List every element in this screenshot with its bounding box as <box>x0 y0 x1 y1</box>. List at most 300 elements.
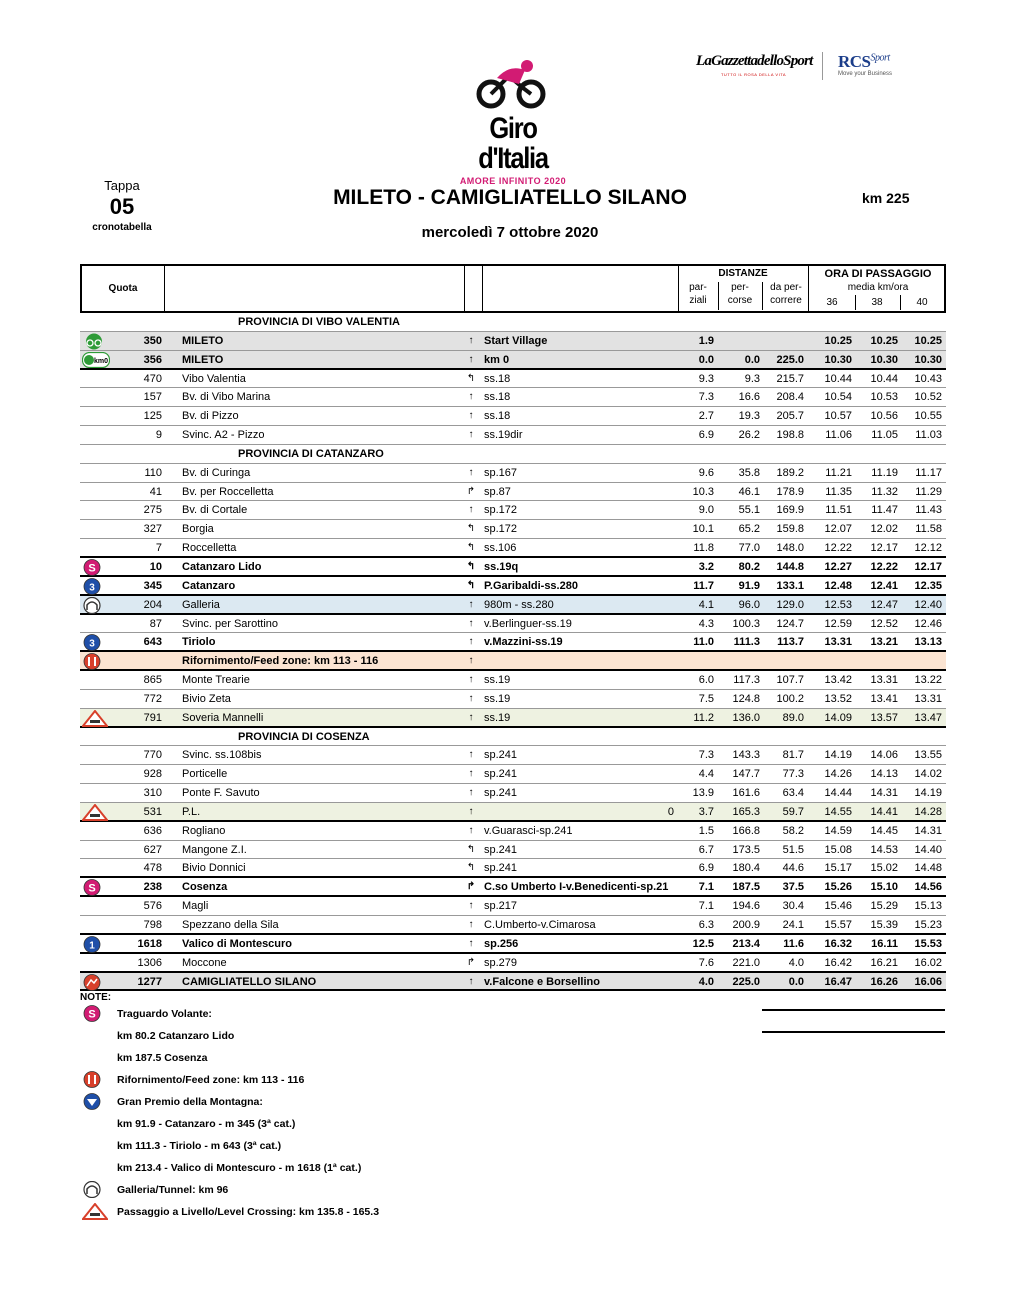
time-40-cell: 10.25 <box>914 334 942 347</box>
direction-arrow-icon: ↑ <box>468 655 474 667</box>
road-cell: sp.241 <box>484 768 518 781</box>
covered-distance-cell: 173.5 <box>732 843 760 856</box>
rcs-sup: Sport <box>870 52 890 64</box>
partial-distance-cell: 3.7 <box>698 805 714 818</box>
partial-distance-cell: 11.2 <box>693 711 714 724</box>
remaining-distance-cell: 51.5 <box>782 843 804 856</box>
direction-arrow-icon: ↑ <box>468 674 474 686</box>
note-item <box>80 1047 500 1069</box>
note-item <box>80 1135 500 1157</box>
location-cell: Roccelletta <box>182 542 237 555</box>
time-40-cell: 16.02 <box>914 956 942 969</box>
note-text: Rifornimento/Feed zone: km 113 - 116 <box>117 1074 305 1086</box>
location-cell: Tiriolo <box>182 636 216 649</box>
altitude-cell: 275 <box>143 504 162 517</box>
direction-arrow-icon: ↰ <box>466 843 476 855</box>
altitude-cell: 478 <box>143 862 162 875</box>
note-item <box>80 1091 500 1113</box>
time-38-cell: 12.47 <box>870 598 898 611</box>
note-item <box>80 1179 500 1201</box>
header-parziali-1: par- <box>689 282 707 293</box>
time-40-cell: 13.13 <box>914 636 942 649</box>
partial-distance-cell: 11.7 <box>693 579 714 592</box>
partial-distance-cell: 7.3 <box>698 749 714 762</box>
time-40-cell: 13.31 <box>914 692 942 705</box>
covered-distance-cell: 19.3 <box>738 410 760 423</box>
location-cell: Borgia <box>182 523 214 536</box>
stage-distance: km 225 <box>862 190 910 206</box>
note-text: Passaggio a Livello/Level Crossing: km 135.8 - 165.3 <box>117 1206 380 1218</box>
gazzetta-logo <box>696 53 811 77</box>
direction-arrow-icon: ↰ <box>466 372 476 384</box>
remaining-distance-cell: 37.5 <box>782 881 804 894</box>
altitude-cell: 157 <box>143 391 162 404</box>
altitude-cell: 1618 <box>137 937 162 950</box>
header-percorse-1: per- <box>731 282 749 293</box>
remaining-distance-cell: 81.7 <box>782 749 804 762</box>
table-row <box>80 859 946 878</box>
svg-text:S: S <box>88 1008 96 1021</box>
time-38-cell: 11.47 <box>871 504 898 517</box>
location-cell: Ponte F. Savuto <box>182 787 260 800</box>
table-row <box>80 709 946 728</box>
time-38-cell: 13.41 <box>870 692 898 705</box>
time-38-cell: 13.57 <box>870 711 898 724</box>
province-label: PROVINCIA DI VIBO VALENTIA <box>238 316 400 328</box>
note-item <box>80 1003 500 1025</box>
partial-distance-cell: 10.1 <box>692 523 714 536</box>
table-body <box>80 313 946 991</box>
time-40-cell: 16.06 <box>914 975 942 988</box>
covered-distance-cell: 225.0 <box>732 975 760 988</box>
location-cell: Magli <box>182 900 209 913</box>
road-cell: v.Falcone e Borsellino <box>484 975 600 988</box>
road-cell: Start Village <box>484 334 548 347</box>
covered-distance-cell: 180.4 <box>732 862 760 875</box>
time-38-cell: 12.02 <box>870 523 898 536</box>
direction-arrow-icon: ↑ <box>468 466 474 478</box>
road-cell: ss.18 <box>484 372 511 385</box>
partial-distance-cell: 7.5 <box>698 692 714 705</box>
table-row <box>80 407 946 426</box>
tappa-number: 05 <box>109 194 135 219</box>
remaining-distance-cell: 124.7 <box>776 617 804 630</box>
partial-distance-cell: 6.9 <box>698 862 714 875</box>
province-label: PROVINCIA DI CATANZARO <box>238 447 384 460</box>
location-cell: Svinc. ss.108bis <box>182 749 262 762</box>
road-cell: sp.167 <box>484 466 518 479</box>
remaining-distance-cell: 113.7 <box>777 636 804 649</box>
svg-text:3: 3 <box>89 582 95 594</box>
time-40-cell: 15.13 <box>914 900 942 913</box>
direction-arrow-icon: ↰ <box>466 523 476 535</box>
time-38-cell: 13.21 <box>870 636 898 649</box>
time-40-cell: 12.40 <box>914 598 942 611</box>
time-40-cell: 13.55 <box>914 749 942 762</box>
location-cell: Svinc. per Sarottino <box>182 617 278 630</box>
time-36-cell: 11.06 <box>825 429 852 442</box>
road-cell: C.so Umberto I-v.Benedicenti-sp.21 <box>484 881 669 894</box>
altitude-cell: 772 <box>143 692 162 705</box>
altitude-cell: 770 <box>143 749 162 762</box>
altitude-cell: 576 <box>143 900 162 913</box>
direction-arrow-icon: ↑ <box>468 805 474 817</box>
covered-distance-cell: 55.1 <box>738 504 760 517</box>
road-cell: ss.18 <box>484 410 511 423</box>
remaining-distance-cell: 169.9 <box>776 504 804 517</box>
location-cell: Bv. di Curinga <box>182 466 251 479</box>
time-38-cell: 10.56 <box>870 410 898 423</box>
covered-distance-cell: 166.8 <box>732 824 760 837</box>
note-item <box>80 1113 500 1135</box>
stage-date: mercoledì 7 ottobre 2020 <box>421 224 599 241</box>
tappa-label: Tappa <box>104 178 140 193</box>
gpm-icon <box>82 1093 104 1111</box>
table-row <box>80 520 946 539</box>
time-36-cell: 12.07 <box>824 523 852 536</box>
road-cell: sp.241 <box>484 862 518 875</box>
time-38-cell: 11.32 <box>871 485 898 498</box>
time-36-cell: 14.26 <box>824 768 852 781</box>
remaining-distance-cell: 208.4 <box>776 391 804 404</box>
covered-distance-cell: 111.3 <box>733 636 760 649</box>
level-icon <box>82 804 108 821</box>
location-cell: MILETO <box>182 334 224 347</box>
time-40-cell: 12.17 <box>914 560 942 573</box>
table-row <box>80 690 946 709</box>
remaining-distance-cell: 107.7 <box>776 674 804 687</box>
covered-distance-cell: 26.2 <box>738 429 760 442</box>
time-36-cell: 16.32 <box>824 937 852 950</box>
remaining-distance-cell: 133.1 <box>776 579 804 592</box>
note-text: km 187.5 Cosenza <box>117 1052 208 1064</box>
time-40-cell: 10.43 <box>914 372 942 385</box>
location-cell: Bivio Donnici <box>182 862 246 875</box>
time-36-cell: 14.59 <box>824 824 852 837</box>
location-cell: Mangone Z.I. <box>182 843 247 856</box>
table-row <box>80 973 946 992</box>
road-cell: ss.19 <box>484 674 511 687</box>
time-38-cell: 15.10 <box>870 881 898 894</box>
table-row <box>80 464 946 483</box>
time-36-cell: 12.27 <box>824 560 852 573</box>
time-36-cell: 12.22 <box>824 542 852 555</box>
covered-distance-cell: 194.6 <box>732 900 760 913</box>
covered-distance-cell: 100.3 <box>732 617 760 630</box>
header-dapercorrere-1: da per- <box>770 282 802 293</box>
tunnel-icon <box>82 1181 104 1199</box>
altitude-cell: 636 <box>143 824 162 837</box>
remaining-distance-cell: 63.4 <box>782 787 804 800</box>
stage-number-box <box>80 178 164 233</box>
time-38-cell: 16.11 <box>871 937 898 950</box>
altitude-cell: 1306 <box>137 956 162 969</box>
direction-arrow-icon: ↰ <box>466 862 476 874</box>
time-40-cell: 11.29 <box>915 485 942 498</box>
time-36-cell: 10.57 <box>824 410 852 423</box>
location-cell: Bv. di Vibo Marina <box>182 391 271 404</box>
brand-name: Giro d'Italia <box>478 112 548 175</box>
rcs-logo <box>838 52 908 77</box>
covered-distance-cell: 124.8 <box>732 692 760 705</box>
header-media: media km/ora <box>847 282 909 293</box>
remaining-distance-cell: 100.2 <box>776 692 804 705</box>
note-item <box>80 1157 500 1179</box>
time-40-cell: 10.55 <box>914 410 942 423</box>
covered-distance-cell: 117.3 <box>733 674 760 687</box>
notes-section <box>80 992 500 1223</box>
table-row <box>80 577 946 596</box>
partial-distance-cell: 10.3 <box>692 485 714 498</box>
covered-distance-cell: 187.5 <box>732 881 760 894</box>
remaining-distance-cell: 77.3 <box>782 768 804 781</box>
note-text: km 213.4 - Valico di Montescuro - m 1618 (1ª cat.) <box>117 1162 362 1174</box>
gpm1-icon <box>82 936 108 953</box>
brand-tagline: AMORE INFINITO 2020 <box>459 176 567 186</box>
note-item <box>80 1201 500 1223</box>
time-38-cell: 14.31 <box>870 787 898 800</box>
time-40-cell: 14.40 <box>914 843 942 856</box>
note-text: km 80.2 Catanzaro Lido <box>117 1030 235 1042</box>
time-36-cell: 10.25 <box>824 334 852 347</box>
time-36-cell: 13.42 <box>824 674 852 687</box>
location-cell: Bv. di Pizzo <box>182 410 239 423</box>
time-38-cell: 11.19 <box>871 466 898 479</box>
table-row <box>80 746 946 765</box>
direction-arrow-icon: ↱ <box>466 485 476 497</box>
time-36-cell: 14.19 <box>824 749 852 762</box>
note-item <box>80 1025 500 1047</box>
road-cell: sp.172 <box>484 504 518 517</box>
partial-distance-cell: 11.0 <box>693 636 714 649</box>
remaining-distance-cell: 129.0 <box>776 598 804 611</box>
time-36-cell: 14.44 <box>824 787 852 800</box>
time-36-cell: 10.54 <box>824 391 852 404</box>
partial-distance-cell: 6.9 <box>698 429 714 442</box>
table-row <box>80 615 946 634</box>
time-40-cell: 10.52 <box>914 391 942 404</box>
direction-arrow-icon: ↰ <box>466 579 476 591</box>
remaining-distance-cell: 0.0 <box>788 975 804 988</box>
note-text: Galleria/Tunnel: km 96 <box>117 1184 229 1196</box>
covered-distance-cell: 16.6 <box>738 391 760 404</box>
time-36-cell: 13.31 <box>824 636 852 649</box>
location-cell: Bivio Zeta <box>182 692 231 705</box>
time-40-cell: 15.53 <box>914 937 942 950</box>
sprint-icon <box>82 559 108 576</box>
notes-title: NOTE: <box>80 992 112 1003</box>
road-cell: sp.279 <box>484 956 518 969</box>
direction-arrow-icon: ↑ <box>468 334 474 346</box>
sprint-icon <box>82 1005 104 1023</box>
road-cell: sp.241 <box>484 843 518 856</box>
altitude-cell: 41 <box>149 485 162 498</box>
partial-distance-cell: 4.1 <box>698 598 714 611</box>
partial-distance-cell: 7.1 <box>698 881 714 894</box>
partial-distance-cell: 4.3 <box>698 617 714 630</box>
note-text: km 111.3 - Tiriolo - m 643 (3ª cat.) <box>117 1140 282 1152</box>
province-header <box>80 445 946 464</box>
time-38-cell: 12.17 <box>870 542 898 555</box>
road-cell: v.Mazzini-ss.19 <box>484 636 563 649</box>
covered-distance-cell: 65.2 <box>738 523 760 536</box>
covered-distance-cell: 136.0 <box>732 711 760 724</box>
table-row <box>80 633 946 652</box>
province-header <box>80 313 946 332</box>
covered-distance-cell: 46.1 <box>738 485 760 498</box>
covered-distance-cell: 165.3 <box>732 805 760 818</box>
covered-distance-cell: 80.2 <box>738 560 760 573</box>
feed-icon <box>82 1071 104 1089</box>
road-cell: P.Garibaldi-ss.280 <box>484 579 578 592</box>
table-row <box>80 841 946 860</box>
direction-arrow-icon: ↱ <box>466 881 476 893</box>
location-cell: Soveria Mannelli <box>182 711 264 724</box>
road-cell: ss.106 <box>484 542 517 555</box>
covered-distance-cell: 77.0 <box>738 542 760 555</box>
note-item <box>80 1069 500 1091</box>
remaining-distance-cell: 215.7 <box>776 372 804 385</box>
logo-divider <box>822 52 823 80</box>
time-38-cell: 12.52 <box>870 617 898 630</box>
time-36-cell: 15.26 <box>824 881 852 894</box>
table-row <box>80 878 946 897</box>
time-40-cell: 14.48 <box>914 862 942 875</box>
partial-distance-cell: 7.6 <box>698 956 714 969</box>
road-cell: sp.172 <box>484 523 518 536</box>
time-38-cell: 11.05 <box>871 429 898 442</box>
remaining-distance-cell: 58.2 <box>782 824 804 837</box>
remaining-distance-cell: 24.1 <box>782 919 804 931</box>
table-row <box>80 954 946 973</box>
time-36-cell: 16.42 <box>824 956 852 969</box>
road-cell: 980m - ss.280 <box>484 598 554 611</box>
header-percorse-2: corse <box>727 295 753 306</box>
table-row <box>80 596 946 615</box>
gazzetta-sub: TUTTO IL ROSA DELLA VITA <box>720 72 787 77</box>
table-row <box>80 332 946 351</box>
partial-distance-cell: 1.9 <box>698 334 714 347</box>
time-36-cell: 14.09 <box>824 711 852 724</box>
header-speed-38: 38 <box>871 297 883 308</box>
covered-distance-cell: 200.9 <box>732 919 760 931</box>
svg-text:1: 1 <box>89 940 95 952</box>
tunnel-icon <box>82 597 108 614</box>
covered-distance-cell: 9.3 <box>744 372 760 385</box>
road-cell: sp.241 <box>484 787 518 800</box>
direction-arrow-icon: ↰ <box>466 560 476 572</box>
header-speed-36: 36 <box>826 297 838 308</box>
location-cell: Catanzaro Lido <box>182 560 262 573</box>
direction-arrow-icon: ↑ <box>468 749 474 761</box>
location-cell: Bv. per Roccelletta <box>182 485 274 498</box>
time-36-cell: 15.57 <box>824 919 852 931</box>
time-38-cell: 14.13 <box>870 768 898 781</box>
location-cell: Catanzaro <box>182 579 236 592</box>
finish-icon <box>82 974 108 991</box>
road-cell: v.Berlinguer-ss.19 <box>484 617 572 630</box>
time-40-cell: 14.02 <box>914 768 942 781</box>
time-38-cell: 15.29 <box>870 900 898 913</box>
time-38-cell: 14.45 <box>870 824 898 837</box>
time-40-cell: 10.30 <box>914 353 942 366</box>
time-38-cell: 12.41 <box>870 579 898 592</box>
direction-arrow-icon: ↑ <box>468 937 474 949</box>
location-cell: Cosenza <box>182 881 228 894</box>
start-icon <box>82 333 108 350</box>
road-cell: sp.241 <box>484 749 518 762</box>
notes-list <box>80 1003 500 1223</box>
table-row <box>80 803 946 822</box>
altitude-cell: 798 <box>143 919 162 931</box>
altitude-cell: 356 <box>143 353 162 366</box>
road-cell: ss.19dir <box>484 429 523 442</box>
time-38-cell: 16.26 <box>870 975 898 988</box>
location-cell: P.L. <box>182 805 201 818</box>
direction-arrow-icon: ↑ <box>468 787 474 799</box>
location-cell: MILETO <box>182 353 224 366</box>
partial-distance-cell: 6.3 <box>698 919 714 931</box>
remaining-distance-cell: 205.7 <box>776 410 804 423</box>
note-text: km 91.9 - Catanzaro - m 345 (3ª cat.) <box>117 1118 296 1130</box>
remaining-distance-cell: 59.7 <box>782 805 804 818</box>
rcs-name: RCS <box>838 52 871 71</box>
time-40-cell: 12.35 <box>914 579 942 592</box>
tappa-subtitle: cronotabella <box>92 222 152 233</box>
level-icon <box>82 1203 104 1221</box>
location-cell: Rogliano <box>182 824 226 837</box>
time-38-cell: 16.21 <box>870 956 898 969</box>
signature-line <box>762 1031 945 1033</box>
stage-title: MILETO - CAMIGLIATELLO SILANO <box>333 186 687 209</box>
direction-arrow-icon: ↰ <box>466 542 476 554</box>
altitude-cell: 1277 <box>137 975 162 988</box>
sprint-icon <box>82 879 108 896</box>
time-36-cell: 15.17 <box>824 862 852 875</box>
table-row <box>80 916 946 935</box>
remaining-distance-cell: 4.0 <box>788 956 804 969</box>
header-distanze: DISTANZE <box>718 268 768 279</box>
time-40-cell: 12.12 <box>914 542 942 555</box>
feed-icon <box>82 653 108 670</box>
altitude-cell: 238 <box>143 881 162 894</box>
altitude-cell: 110 <box>144 466 162 479</box>
time-36-cell: 15.46 <box>824 900 852 913</box>
altitude-cell: 87 <box>149 617 162 630</box>
time-38-cell: 12.22 <box>870 560 898 573</box>
time-40-cell: 14.28 <box>914 805 942 818</box>
time-38-cell: 15.02 <box>870 862 898 875</box>
partial-distance-cell: 7.1 <box>698 900 714 913</box>
time-36-cell: 11.21 <box>825 466 852 479</box>
direction-arrow-icon: ↑ <box>468 711 474 723</box>
covered-distance-cell: 143.3 <box>732 749 760 762</box>
road-cell: km 0 <box>484 353 510 366</box>
table-row <box>80 388 946 407</box>
time-36-cell: 12.48 <box>824 579 852 592</box>
time-38-cell: 10.53 <box>870 391 898 404</box>
direction-arrow-icon: ↑ <box>468 768 474 780</box>
covered-distance-cell: 161.6 <box>732 787 760 800</box>
partial-distance-cell: 7.3 <box>698 391 714 404</box>
time-40-cell: 12.46 <box>914 617 942 630</box>
table-row <box>80 897 946 916</box>
road-cell: v.Guarasci-sp.241 <box>484 824 573 837</box>
direction-arrow-icon: ↑ <box>468 824 474 836</box>
partial-distance-cell: 6.0 <box>698 674 714 687</box>
altitude-cell: 327 <box>143 523 162 536</box>
cyclist-icon <box>475 58 551 114</box>
